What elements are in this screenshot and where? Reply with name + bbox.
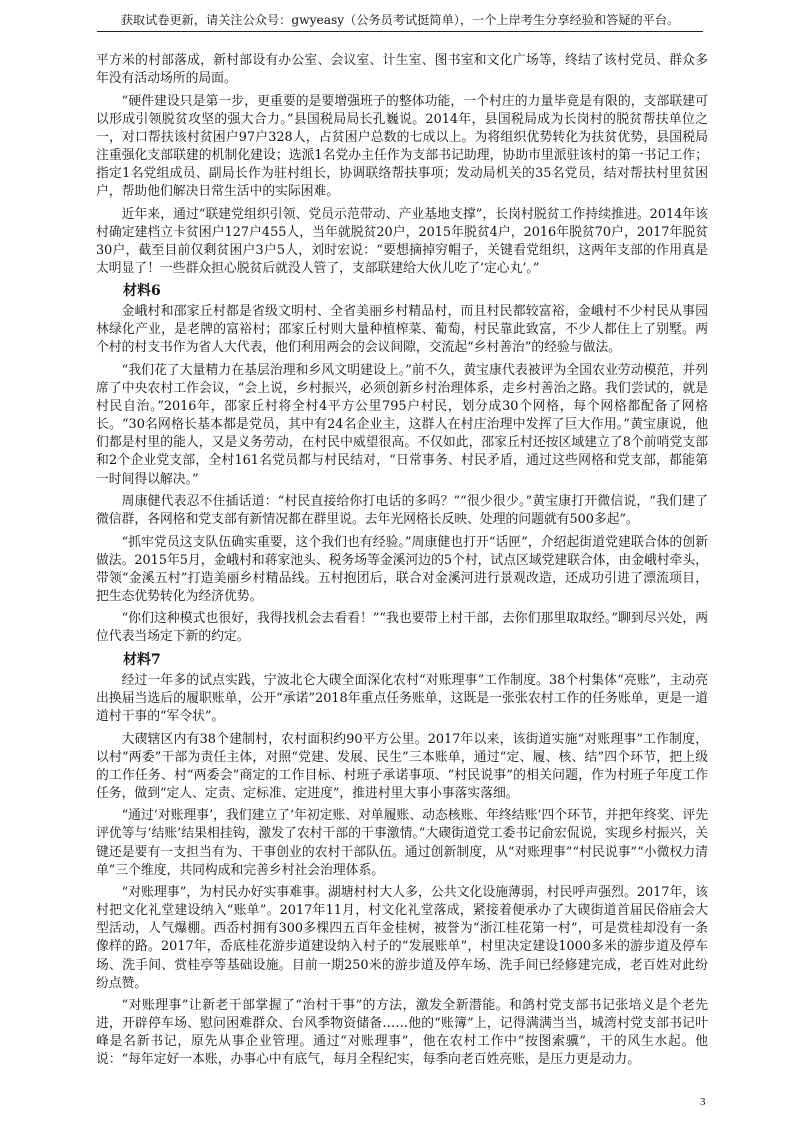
paragraph: 金峨村和邵家丘村都是省级文明村、全省美丽乡村精品村，而且村民都较富裕，金峨村不少村民从事园林绿化产业，是老牌的富裕村；邵家丘村则大量种植榨菜、葡萄，村民靠此致富，不少人都住上了别墅。两个村的村支书作为省人大代表，他们利用两会的会议间隙，交流起“乡村善治”的经验与做法。 (96, 304, 708, 356)
paragraph: 大碶辖区内有38个建制村，农村面积约90平方公里。2017年以来，该街道实施“对账理事”工作制度，以村“两委”干部为责任主体，对照“党建、发展、民生”三本账单，通过“定、履、核、结”四个环节，把上级的工作任务、村“两委会”商定的工作目标、村班子承诺事项、“村民说事”的相关问题，作为村班子年度工作任务，做到“定人、定责、定标准、定进度”，推进村里大事小事落实落细。 (96, 731, 708, 801)
paragraph: “你们这种模式也很好，我得找机会去看看！”“我也要带上村干部，去你们那里取取经。”聊到尽兴处，两位代表当场定下新的约定。 (96, 611, 708, 645)
paragraph: 经过一年多的试点实践，宁波北仑大碶全面深化农村“对账理事”工作制度。38个村集体“亮账”，主动亮出换届当选后的履职账单，公开“承诺”2018年重点任务账单，这既是一张张农村工作的任务账单，更是一道道村干事的“军令状”。 (96, 672, 708, 725)
paragraph: 近年来，通过“联建党组织引领、党员示范带动、产业基地支撑”，长岗村脱贫工作持续推进。2014年该村确定建档立卡贫困户127户455人，当年就脱贫20户，2015年脱贫4户，2016年脱贫70户，2017年脱贫30户，截至目前仅剩贫困户3户5人，刘时宏说：“要想摘掉穷帽子，关键看党组织，这两年支部的作用真是太明显了！一些群众担心脱贫后就没人管了，支部联建给大伙儿吃了‘定心丸’。” (96, 206, 708, 276)
paragraph: “硬件建设只是第一步，更重要的是要增强班子的整体功能，一个村庄的力量毕竟是有限的，支部联建可以形成引领脱贫攻坚的强大合力。”县国税局局长孔巍说。2014年，县国税局成为长岗村的脱贫帮扶单位之一，对口帮扶该村贫困户97户328人，占贫困户总数的七成以上。为将组织优势转化为扶贫优势，县国税局注重强化支部联建的机制化建设；选派1名党办主任作为支部书记助理，协助市里派驻该村的第一书记工作；指定1名党组成员、副局长作为驻村组长，协调联络帮扶事项；发动局机关的35名党员，结对帮扶村里贫困户，帮助他们解决日常生活中的实际困难。 (96, 93, 708, 200)
page-header: 获取试卷更新，请关注公众号：gwyeasy（公务员考试挺简单），一个上岸考生分享经验和答疑的平台。 (97, 12, 703, 32)
paragraph: “通过‘对账理事’，我们建立了‘年初定账、对单履账、动态核账、年终结账’四个环节，并把年终奖、评先评优等与‘结账’结果相挂钩，激发了农村干部的干事激情。”大碶街道党工委书记俞宏侃说，实现乡村振兴，关键还是要有一支担当有为、干事创业的农村干部队伍。通过创新制度，从“对账理事”“村民说事”“小微权力清单”三个维度，共同构成和完善乡村社会治理体系。 (96, 808, 708, 878)
paragraph: “抓牢党员这支队伍确实重要，这个我们也有经验。”周康健也打开“话匣”，介绍起街道党建联合体的创新做法。2015年5月，金峨村和蒋家池头、税务场等金溪河边的5个村，试点区域党建联合体，由金峨村牵头，带领“金溪五村”打造美丽乡村精品线。五村抱团后，联合对金溪河进行景观改造，还成功引进了漂流项目，把生态优势转化为经济优势。 (96, 534, 708, 604)
paragraph: “对账理事”让新老干部掌握了“治村干事”的方法，激发全新潜能。和鸽村党支部书记张培义是个老先进，开辟停车场、慰问困难群众、台风季物资储备……他的“账簿”上，记得满满当当，城湾村党支部书记叶峰是名新书记，原先从事企业管理。通过“对账理事”，他在农村工作中“按图索骥”，干的风生水起。他说：“每年定好一本账，办事心中有底气，每月全程纪实，每季向老百姓亮账，是压力更是动力。 (96, 998, 708, 1068)
section-heading-material-7: 材料7 (123, 651, 161, 668)
section-heading-material-6: 材料6 (123, 283, 161, 300)
paragraph: 周康健代表忍不住插话道：“村民直接给你打电话的多吗？”“很少很少。”黄宝康打开微信说，“我们建了微信群，各网格和党支部有新情况都在群里说。去年光网格长反映、处理的问题就有500多起”。 (96, 494, 708, 528)
page-number: 3 (700, 1096, 706, 1108)
document-body (96, 52, 708, 1074)
paragraph: 平方米的村部落成，新村部设有办公室、会议室、计生室、图书室和文化广场等，终结了该村党员、群众多年没有活动场所的局面。 (96, 53, 708, 87)
paragraph: “对账理事”，为村民办好实事难事。湖塘村村大人多，公共文化设施薄弱，村民呼声强烈。2017年，该村把文化礼堂建设纳入“账单”。2017年11月，村文化礼堂落成，紧接着便承办了大碶街道首届民俗庙会大型活动，人气爆棚。西岙村拥有300多棵四五百年金桂树，被誉为“浙江桂花第一村”，可是赏桂却没有一条像样的路。2017年，岙底桂花游步道建设纳入村子的“发展账单”，村里决定建设1000多米的游步道及停车场、洗手间、赏桂亭等基础设施。目前一期250米的游步道及停车场、洗手间已经修建完成，老百姓对此纷纷点赞。 (96, 885, 708, 991)
paragraph: “我们花了大量精力在基层治理和乡风文明建设上。”前不久，黄宝康代表被评为全国农业劳动模范，并列席了中央农村工作会议，“会上说，乡村振兴，必须创新乡村治理体系，走乡村善治之路。我们尝试的，就是村民自治。”2016年，邵家丘村将全村4平方公里795户村民，划分成30个网格，每个网格都配备了网格长。“30名网格长基本都是党员，其中有24名企业主，这群人在村庄治理中发挥了巨大作用。”黄宝康说，他们都是村里的能人，又是义务劳动，在村民中威望很高。不仅如此，邵家丘村还按区域建立了8个前哨党支部和2个企业党支部，全村161名党员都与村民结对，“日常事务、村民矛盾，通过这些网格和党支部，都能第一时间得以解决。” (96, 362, 708, 487)
